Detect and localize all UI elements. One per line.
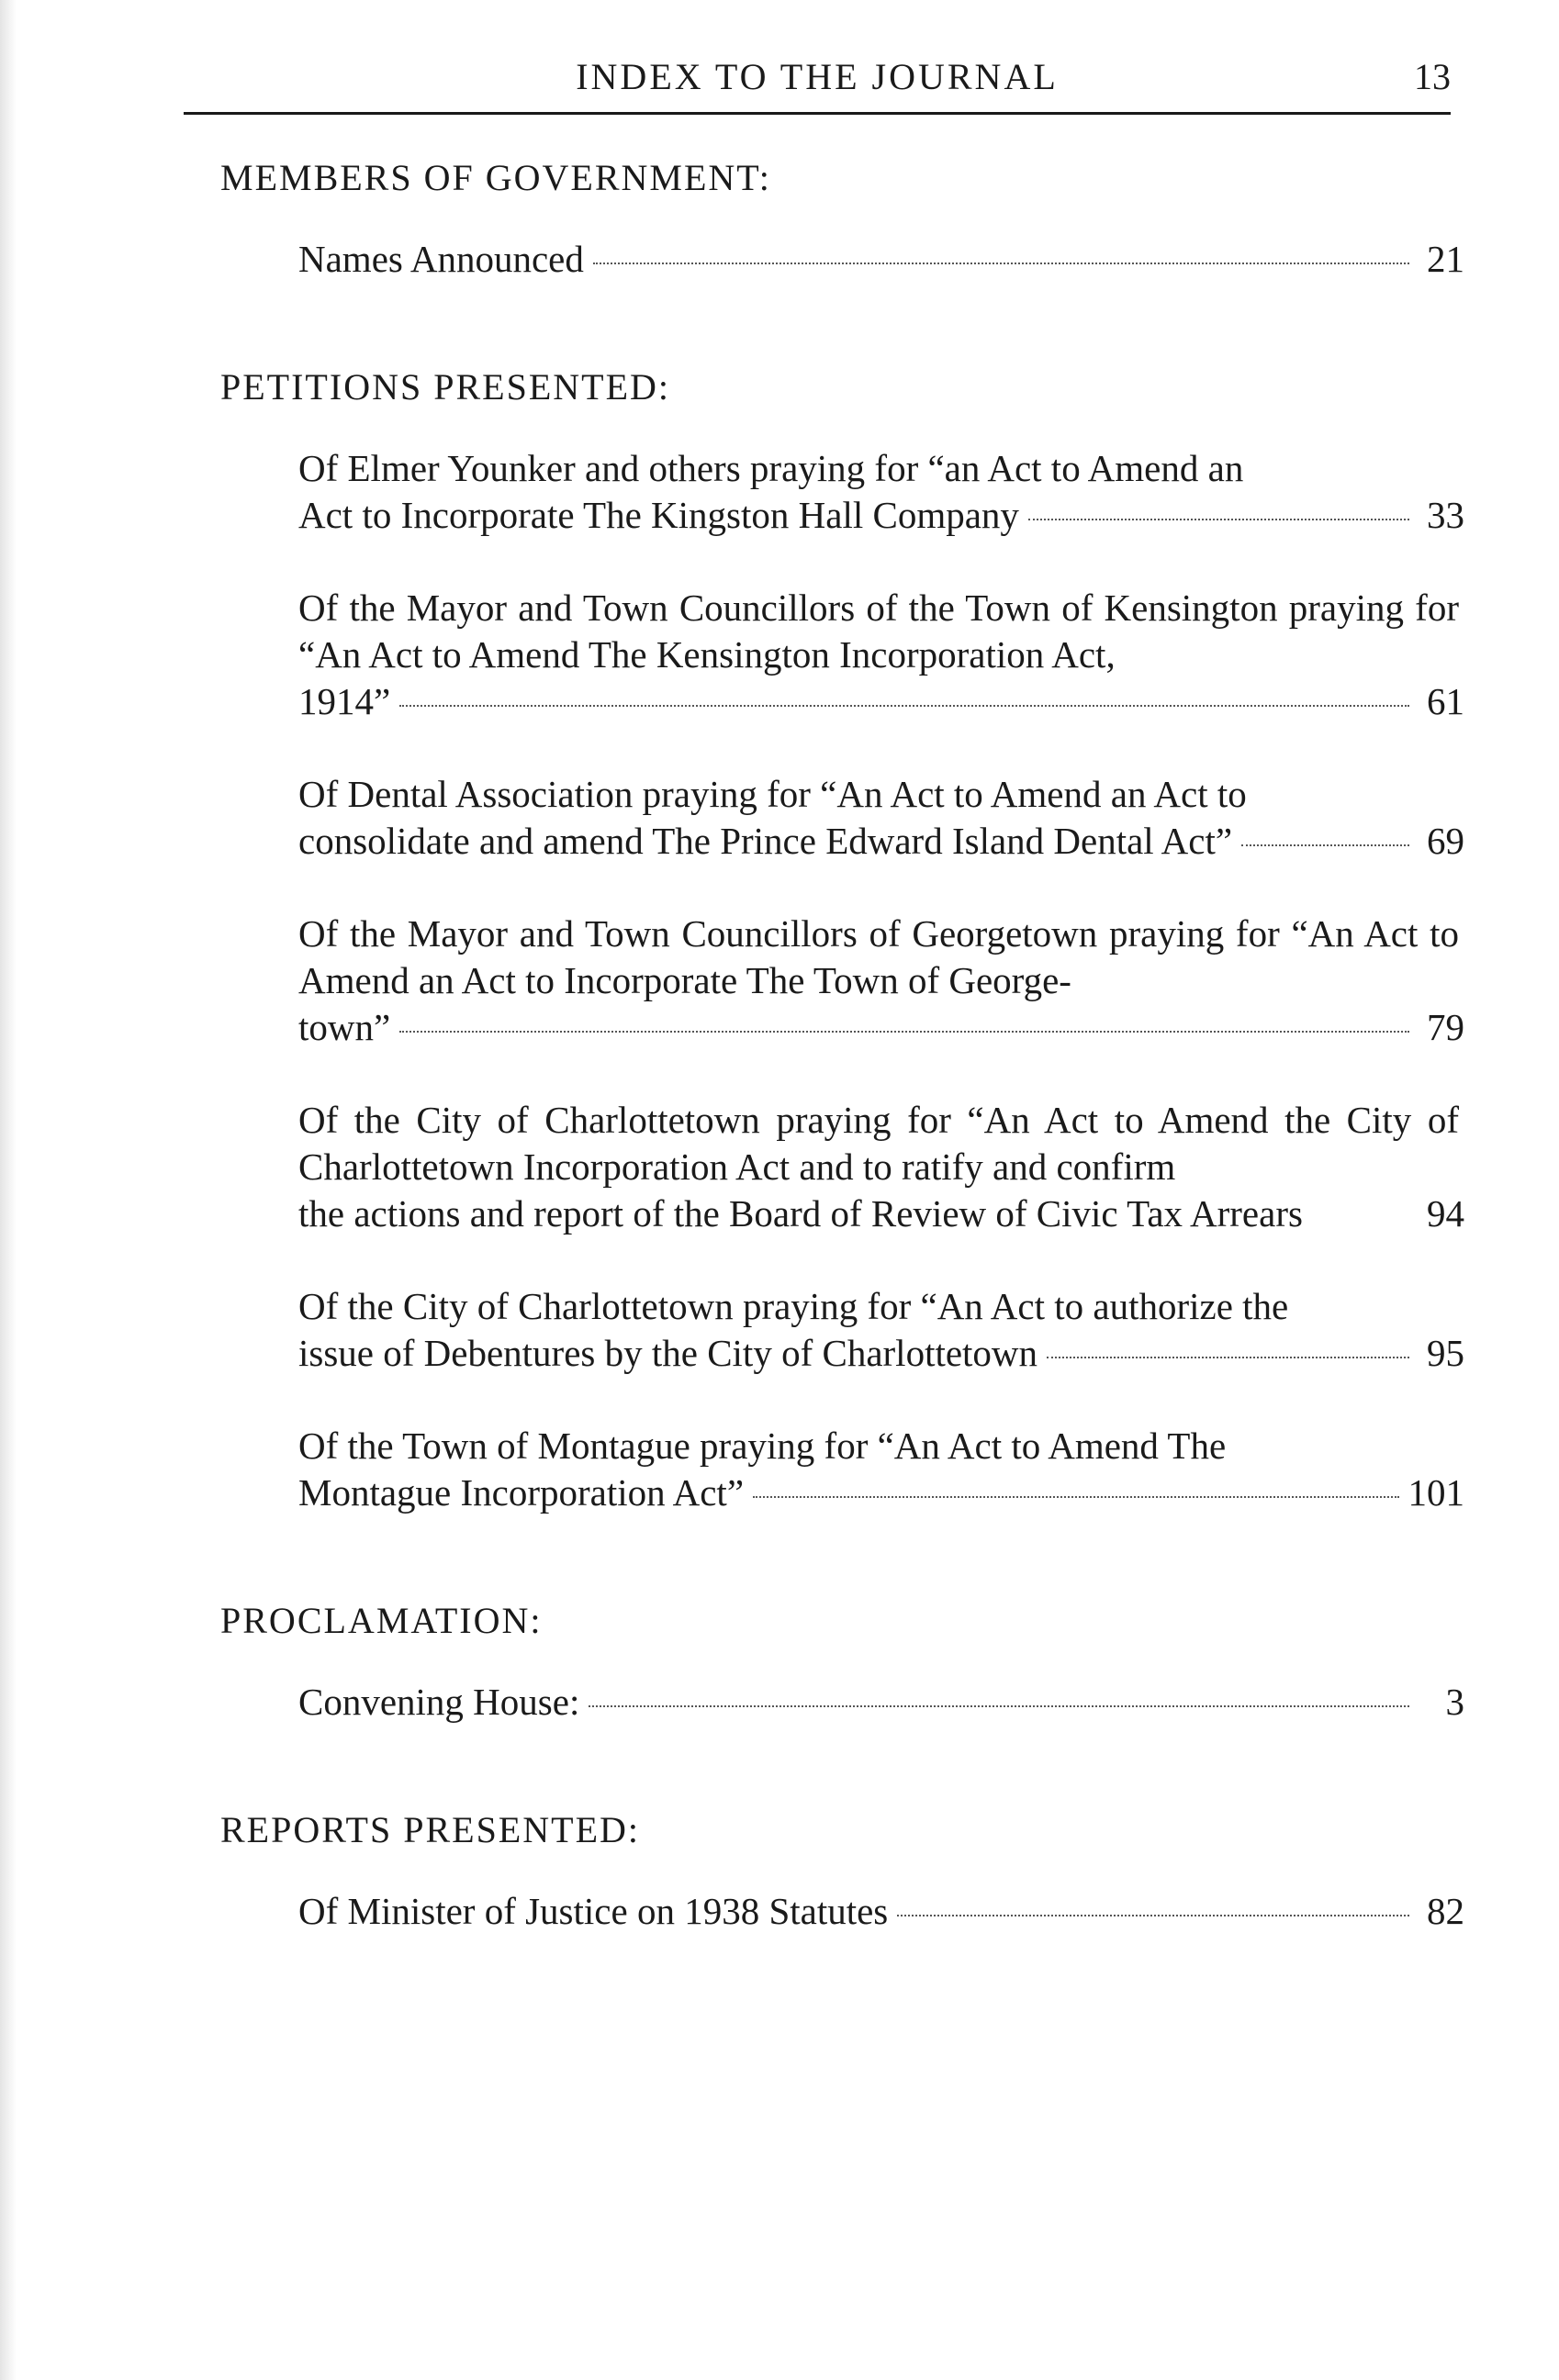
section-heading: REPORTS PRESENTED: xyxy=(220,1809,640,1850)
section-entries xyxy=(220,236,1464,283)
section-heading: PROCLAMATION: xyxy=(220,1600,543,1641)
entry-text-end: 1914” xyxy=(298,680,391,722)
entry-page-number: 21 xyxy=(1427,238,1464,280)
dot-leader xyxy=(399,705,1409,707)
entry-page-number: 101 xyxy=(1408,1471,1464,1514)
entry-last-line xyxy=(298,1004,1464,1051)
index-entry xyxy=(298,1283,1464,1377)
entry-text: Of the Town of Montague praying for “An Act to Amend The xyxy=(298,1425,1227,1467)
entry-text: Of Elmer Younker and others praying for “an Act to Amend an xyxy=(298,447,1244,489)
page-header xyxy=(184,48,1451,121)
entry-text: Of Dental Association praying for “An Act to Amend an Act to xyxy=(298,773,1247,815)
entry-page-number: 95 xyxy=(1427,1332,1464,1374)
section-petitions-presented xyxy=(220,365,1464,1516)
entry-last-line xyxy=(298,1190,1464,1237)
entry-last-line xyxy=(298,678,1464,725)
section-members-of-government xyxy=(220,156,1464,283)
entry-text-end: consolidate and amend The Prince Edward Island Dental Act” xyxy=(298,820,1233,862)
index-entry xyxy=(298,236,1464,283)
entry-page-number: 82 xyxy=(1427,1890,1464,1932)
entry-text-end: the actions and report of the Board of Review of Civic Tax Arrears xyxy=(298,1192,1303,1235)
entry-last-line xyxy=(298,492,1464,539)
page-number: 13 xyxy=(1414,56,1451,97)
entry-last-line xyxy=(298,1469,1464,1516)
dot-leader xyxy=(753,1496,1398,1498)
index-entry xyxy=(298,445,1464,539)
entry-text: Of the City of Charlottetown praying for “An Act to authorize the xyxy=(298,1285,1289,1327)
entry-text: Of Minister of Justice on 1938 Statutes xyxy=(298,1890,889,1932)
entry-last-line xyxy=(298,818,1464,865)
dot-leader xyxy=(1241,844,1409,846)
header-rule xyxy=(184,112,1451,115)
section-heading: MEMBERS OF GOVERNMENT: xyxy=(220,157,771,198)
index-entry xyxy=(298,1097,1464,1237)
index-content xyxy=(220,156,1464,1981)
entry-last-line xyxy=(298,1679,1464,1726)
entry-text: Of the Mayor and Town Councillors of the Town of Kensington praying for “An Act to Amend The Kensington Incorporation Act, xyxy=(298,587,1459,676)
entry-last-line xyxy=(298,1888,1464,1935)
entry-text-end: Act to Incorporate The Kingston Hall Company xyxy=(298,494,1019,536)
entry-text: Names Announced xyxy=(298,238,584,280)
entry-page-number: 61 xyxy=(1427,680,1464,722)
entry-page-number: 94 xyxy=(1427,1192,1464,1235)
section-entries xyxy=(220,1888,1464,1935)
index-entry xyxy=(298,1423,1464,1516)
entry-text-end: town” xyxy=(298,1006,391,1048)
entry-text: Of the Mayor and Town Councillors of Georgetown praying for “An Act to Amend an Act to Incorporate The Town of George- xyxy=(298,912,1459,1001)
entry-page-number: 3 xyxy=(1445,1681,1464,1723)
dot-leader xyxy=(1307,1217,1415,1219)
entry-text: Of the City of Charlottetown praying for “An Act to Amend the City of Charlottetown Incorporation Act and to ratify and confirm xyxy=(298,1099,1459,1188)
entry-page-number: 79 xyxy=(1427,1006,1464,1048)
dot-leader xyxy=(1047,1357,1409,1358)
entry-page-number: 69 xyxy=(1427,820,1464,862)
index-entry xyxy=(298,585,1464,725)
entry-text-end: issue of Debentures by the City of Charlottetown xyxy=(298,1332,1038,1374)
dot-leader xyxy=(1028,519,1409,520)
section-entries xyxy=(220,445,1464,1516)
section-gap xyxy=(220,1562,1464,1599)
section-proclamation xyxy=(220,1599,1464,1726)
index-entry xyxy=(298,1679,1464,1726)
entry-text: Convening House: xyxy=(298,1681,580,1723)
dot-leader xyxy=(593,263,1409,264)
entry-last-line xyxy=(298,236,1464,283)
dot-leader xyxy=(897,1915,1409,1916)
section-gap xyxy=(220,1771,1464,1808)
section-reports-presented xyxy=(220,1808,1464,1935)
page-binding-shadow xyxy=(0,0,17,2380)
dot-leader xyxy=(399,1031,1409,1033)
running-title: INDEX TO THE JOURNAL xyxy=(576,56,1059,97)
dot-leader xyxy=(589,1705,1409,1707)
index-entry xyxy=(298,1888,1464,1935)
section-heading: PETITIONS PRESENTED: xyxy=(220,366,670,408)
section-gap xyxy=(220,329,1464,365)
entry-text-end: Montague Incorporation Act” xyxy=(298,1471,745,1514)
entry-last-line xyxy=(298,1330,1464,1377)
index-entry xyxy=(298,771,1464,865)
index-entry xyxy=(298,911,1464,1051)
section-entries xyxy=(220,1679,1464,1726)
entry-page-number: 33 xyxy=(1427,494,1464,536)
